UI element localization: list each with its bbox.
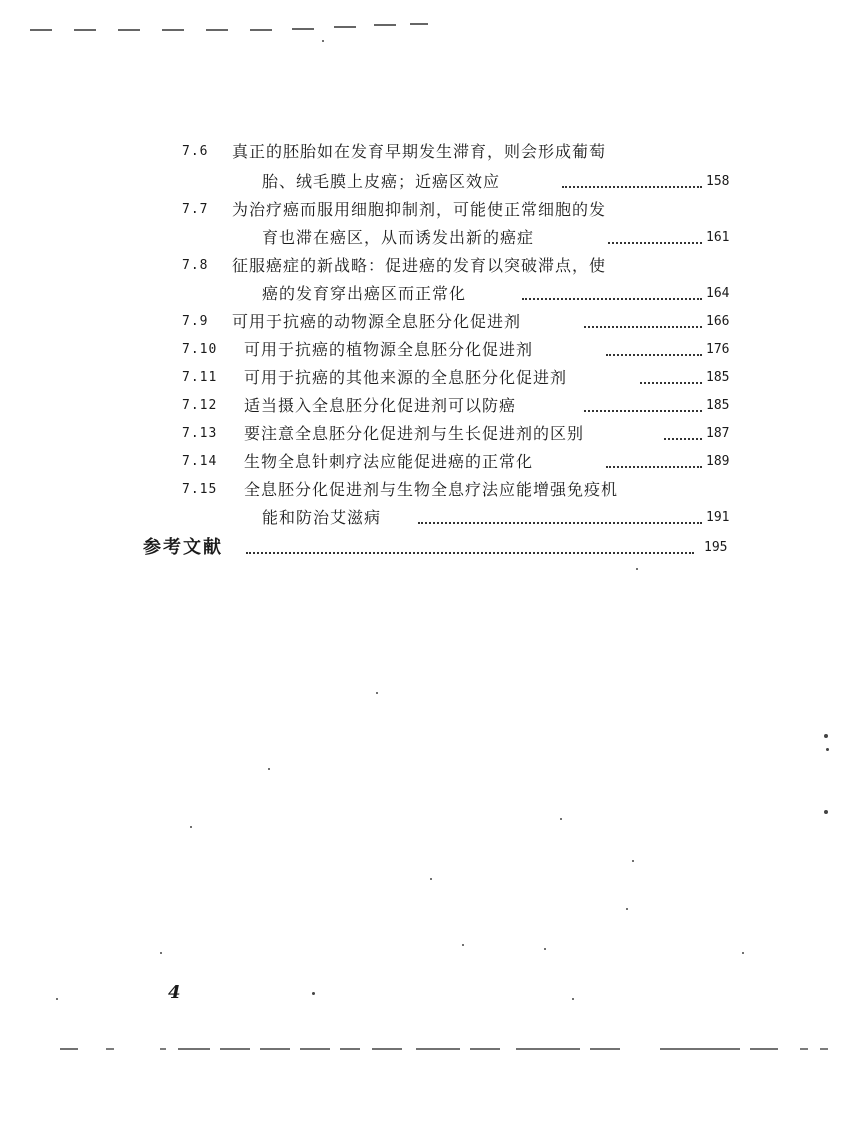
dot-leader <box>584 326 702 328</box>
section-title: 真正的胚胎如在发育早期发生滞育，则会形成葡萄 <box>232 142 607 161</box>
section-title: 征服癌症的新战略：促进癌的发育以突破滞点，使 <box>232 256 607 275</box>
page-number: 161 <box>706 230 730 245</box>
scan-speck <box>312 992 315 995</box>
section-number: 7.13 <box>182 426 218 441</box>
section-title-continued: 胎、绒毛膜上皮癌；近癌区效应 <box>262 172 501 191</box>
toc-references <box>0 534 866 562</box>
dot-leader <box>606 466 702 468</box>
section-number: 7.11 <box>182 370 218 385</box>
dot-leader <box>640 382 702 384</box>
section-number: 7.6 <box>182 144 209 159</box>
scan-speck <box>742 952 744 954</box>
section-title: 可用于抗癌的其他来源的全息胚分化促进剂 <box>244 368 568 387</box>
scan-speck <box>544 948 546 950</box>
section-number: 7.7 <box>182 202 209 217</box>
toc-entry-continuation <box>0 280 866 308</box>
page-number: 176 <box>706 342 730 357</box>
toc-entry-continuation <box>0 224 866 252</box>
scan-speck <box>430 878 432 880</box>
scan-speck <box>462 944 464 946</box>
scan-speck <box>268 768 270 770</box>
scan-speck <box>560 818 562 820</box>
page-folio: 4 <box>168 982 181 1003</box>
scan-speck <box>572 998 574 1000</box>
dot-leader <box>584 410 702 412</box>
section-title: 全息胚分化促进剂与生物全息疗法应能增强免疫机 <box>244 480 619 499</box>
toc-entry <box>0 476 866 504</box>
dot-leader <box>562 186 702 188</box>
scan-artifact-bottom-dashes <box>60 1044 830 1054</box>
page-number: 189 <box>706 454 730 469</box>
scan-speck <box>160 952 162 954</box>
toc-entry <box>0 392 866 420</box>
dot-leader <box>522 298 702 300</box>
section-title-continued: 能和防治艾滋病 <box>262 508 382 527</box>
scan-speck <box>190 826 192 828</box>
page-number: 187 <box>706 426 730 441</box>
section-number: 7.15 <box>182 482 218 497</box>
toc-entry <box>0 308 866 336</box>
toc-entry <box>0 252 866 280</box>
scan-speck <box>826 748 829 751</box>
section-title-continued: 育也滞在癌区，从而诱发出新的癌症 <box>262 228 535 247</box>
page-number: 164 <box>706 286 730 301</box>
dot-leader <box>418 522 702 524</box>
section-title: 适当摄入全息胚分化促进剂可以防癌 <box>244 396 517 415</box>
section-number: 7.14 <box>182 454 218 469</box>
scan-speck <box>824 734 828 738</box>
section-number: 7.8 <box>182 258 209 273</box>
section-title: 可用于抗癌的植物源全息胚分化促进剂 <box>244 340 534 359</box>
section-title: 为治疗癌而服用细胞抑制剂，可能使正常细胞的发 <box>232 200 607 219</box>
scan-speck <box>56 998 58 1000</box>
section-title-continued: 癌的发育穿出癌区而正常化 <box>262 284 467 303</box>
section-number: 7.12 <box>182 398 218 413</box>
toc-entry <box>0 364 866 392</box>
dot-leader <box>246 552 694 554</box>
page-number: 185 <box>706 370 730 385</box>
references-label: 参考文献 <box>143 537 223 558</box>
section-title: 可用于抗癌的动物源全息胚分化促进剂 <box>232 312 522 331</box>
toc-entry-continuation <box>0 504 866 532</box>
page-number: 166 <box>706 314 730 329</box>
section-number: 7.9 <box>182 314 209 329</box>
scan-speck <box>626 908 628 910</box>
scan-speck <box>322 40 324 42</box>
page-number: 191 <box>706 510 730 525</box>
toc-entry <box>0 420 866 448</box>
page-number: 158 <box>706 174 730 189</box>
section-title: 生物全息针刺疗法应能促进癌的正常化 <box>244 452 534 471</box>
toc-entry <box>0 336 866 364</box>
section-title: 要注意全息胚分化促进剂与生长促进剂的区别 <box>244 424 585 443</box>
scan-speck <box>376 692 378 694</box>
dot-leader <box>608 242 702 244</box>
scan-artifact-top-dashes <box>30 22 430 34</box>
toc-entry <box>0 138 866 166</box>
scan-speck <box>636 568 638 570</box>
dot-leader <box>664 438 702 440</box>
dot-leader <box>606 354 702 356</box>
scan-speck <box>632 860 634 862</box>
toc-entry <box>0 448 866 476</box>
toc-entry-continuation <box>0 168 866 196</box>
page-number: 195 <box>704 540 728 555</box>
section-number: 7.10 <box>182 342 218 357</box>
toc-entry <box>0 196 866 224</box>
page-number: 185 <box>706 398 730 413</box>
scan-speck <box>824 810 828 814</box>
